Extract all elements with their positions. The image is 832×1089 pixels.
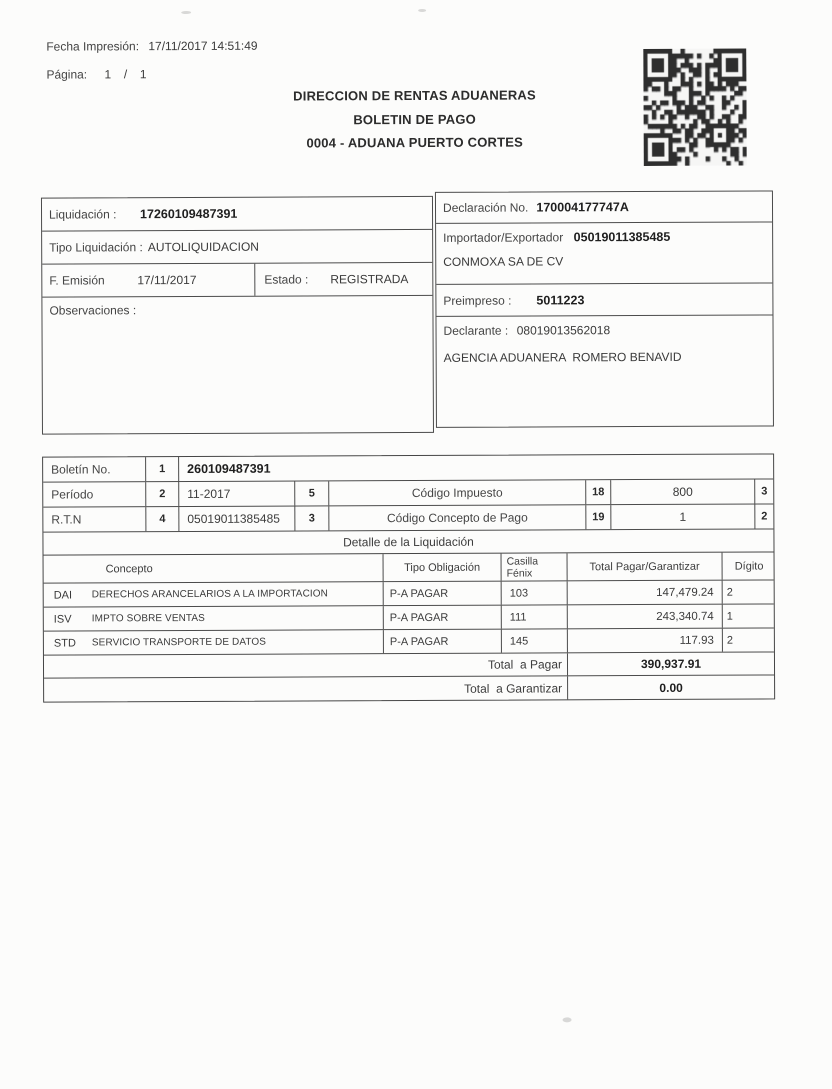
tipo-liquidacion-row (42, 230, 432, 265)
total-value: 117.93 (567, 629, 722, 653)
liquidacion-label: Liquidación : (49, 207, 117, 222)
header-digito: Dígito (722, 552, 776, 579)
declarante-nombre: AGENCIA ADUANERA ROMERO BENAVID (443, 349, 682, 365)
header-casilla-fenix: Casilla Fénix (501, 553, 567, 580)
concepto-code: STD (53, 636, 76, 650)
page-number-value: 1 / 1 (104, 67, 149, 82)
detalle-row-std (44, 628, 774, 655)
casilla-value: 111 (501, 605, 567, 628)
codigo-impuesto-label: Código Impuesto (411, 485, 503, 501)
importador-row (436, 222, 772, 284)
scan-artifact (418, 9, 426, 12)
total-pagar-label: Total a Pagar (487, 657, 563, 672)
boletin-value: 260109487391 (187, 461, 271, 476)
importador-id: 05019011385485 (573, 229, 671, 245)
header-concepto: Concepto (105, 562, 153, 575)
header-total: Total Pagar/Garantizar (567, 553, 722, 581)
document-title: BOLETIN DE PAGO (353, 111, 476, 128)
concepto-desc: SERVICIO TRANSPORTE DE DATOS (91, 636, 267, 649)
page-number-line (46, 67, 148, 81)
total-value: 147,479.24 (567, 581, 722, 605)
concepto-desc: IMPTO SOBRE VENTAS (91, 612, 205, 625)
detalle-header-row (44, 552, 774, 583)
concepto-desc: DERECHOS ARANCELARIOS A LA IMPORTACION (91, 588, 328, 601)
total-garantizar-row (44, 675, 774, 701)
declaracion-label: Declaración No. (442, 200, 529, 215)
digito-value: 2 (722, 628, 776, 651)
emision-label: F. Emisión (49, 273, 105, 288)
total-value: 243,340.74 (567, 605, 722, 629)
observaciones-label: Observaciones : (49, 303, 137, 318)
header-tipo-obligacion: Tipo Obligación (383, 554, 501, 582)
periodo-label: Período (51, 487, 94, 502)
casilla-value: 145 (501, 629, 567, 652)
estado-label: Estado : (264, 272, 309, 287)
field-index-2: 2 (145, 482, 179, 506)
detalle-section-title: Detalle de la Liquidación (43, 529, 773, 555)
declarante-id: 08019013562018 (516, 323, 611, 338)
boletin-number-row (43, 454, 773, 482)
digito-value: 1 (722, 604, 776, 627)
scan-artifact (563, 1017, 572, 1022)
emision-value: 17/11/2017 (137, 272, 197, 288)
declarante-label: Declarante : (443, 323, 509, 338)
declaracion-value: 170004177747A (536, 200, 629, 215)
total-pagar-row (44, 652, 774, 678)
estado-value: REGISTRADA (330, 272, 409, 287)
casilla-value: 103 (501, 581, 567, 604)
field-index-1: 1 (145, 457, 179, 481)
boletin-table (42, 453, 775, 702)
digito-value: 2 (722, 580, 776, 603)
rtn-label: R.T.N (51, 512, 82, 527)
print-date-value: 17/11/2017 14:51:49 (148, 38, 258, 54)
tipo-liquidacion-value: AUTOLIQUIDACION (147, 239, 259, 255)
print-date-line (46, 39, 257, 54)
detalle-row-dai (44, 580, 774, 607)
emision-estado-row (42, 263, 432, 298)
total-garantizar-label: Total a Garantizar (464, 680, 563, 696)
declarante-row (436, 315, 772, 424)
tipo-obligacion-value: P-A PAGAR (383, 606, 501, 630)
codigo-impuesto-value: 800 (672, 484, 693, 499)
importador-nombre: CONMOXA SA DE CV (443, 254, 564, 269)
codigo-concepto-value: 1 (679, 509, 687, 524)
total-pagar-value: 390,937.91 (567, 652, 774, 675)
field-index-5: 5 (294, 481, 329, 505)
customs-office-title: 0004 - ADUANA PUERTO CORTES (306, 134, 524, 151)
tipo-obligacion-value: P-A PAGAR (383, 630, 501, 654)
concepto-code: DAI (53, 589, 73, 602)
digito-19: 2 (754, 504, 773, 528)
tipo-liquidacion-label: Tipo Liquidación : (49, 240, 143, 255)
boletin-label: Boletín No. (51, 462, 111, 477)
total-garantizar-value: 0.00 (567, 675, 774, 699)
field-index-3: 3 (294, 506, 329, 530)
detalle-row-isv (44, 604, 774, 631)
rtn-value: 05019011385485 (187, 511, 280, 526)
preimpreso-value: 5011223 (536, 292, 585, 307)
declaration-info-box (435, 190, 774, 427)
field-index-18: 18 (585, 480, 611, 504)
importador-label: Importador/Exportador (443, 230, 564, 245)
scan-artifact (181, 11, 191, 14)
concepto-code: ISV (53, 613, 72, 626)
periodo-row (43, 479, 773, 507)
field-index-19: 19 (585, 505, 611, 529)
qr-code-icon (643, 49, 747, 166)
rtn-row (43, 504, 773, 532)
tipo-obligacion-value: P-A PAGAR (383, 582, 501, 606)
field-index-4: 4 (145, 507, 179, 531)
preimpreso-row (436, 283, 772, 316)
liquidation-info-box (41, 196, 434, 435)
liquidacion-row (42, 197, 432, 232)
codigo-concepto-label: Código Concepto de Pago (386, 510, 528, 526)
declaracion-row (436, 191, 772, 223)
org-title: DIRECCION DE RENTAS ADUANERAS (293, 87, 536, 104)
preimpreso-label: Preimpreso : (443, 293, 512, 308)
print-date-label: Fecha Impresión: (46, 39, 140, 54)
periodo-value: 11-2017 (187, 486, 231, 501)
observaciones-row (42, 296, 433, 434)
digito-18: 3 (754, 479, 773, 503)
liquidacion-value: 17260109487391 (140, 206, 238, 222)
page-number-label: Página: (46, 67, 88, 82)
